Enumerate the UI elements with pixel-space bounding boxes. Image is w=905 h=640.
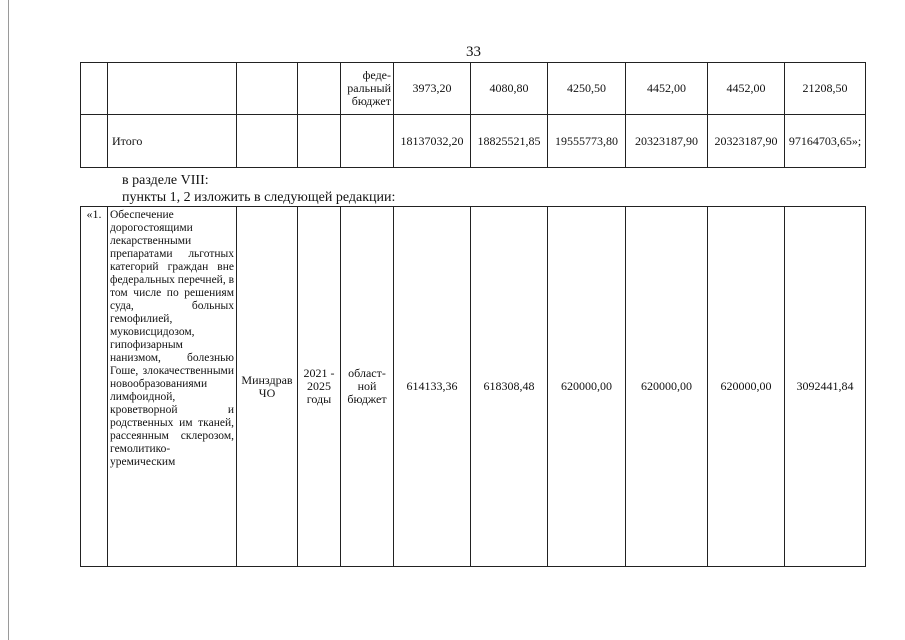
cell-description bbox=[108, 63, 237, 115]
table-row bbox=[81, 115, 866, 168]
budget-table-main bbox=[80, 206, 866, 567]
cell-period bbox=[298, 115, 341, 168]
cell-value: 3973,20 bbox=[394, 63, 471, 115]
scan-edge-line bbox=[8, 0, 9, 640]
cell-value: 4452,00 bbox=[626, 63, 708, 115]
cell-source bbox=[341, 115, 394, 168]
cell-description: Обеспечение дорогостоящими лекарственными препаратами льготных категорий граждан вне федеральных перечней, в том числе по решениям суда, больных гемофилией, муковисцидозом, гипофизарным нанизмом, болезнью Гоше, злокачественными новообразованиями лимфоидной, кроветворной и родственных им тканей, рассеянным склерозом, гемолитико-уремическим bbox=[108, 207, 237, 567]
cell-period: 2021 - 2025 годы bbox=[298, 207, 341, 567]
cell-total-label: Итого bbox=[108, 115, 237, 168]
cell-value: 620000,00 bbox=[548, 207, 626, 567]
cell-number: «1. bbox=[81, 207, 108, 567]
cell-executor: Минздрав ЧО bbox=[237, 207, 298, 567]
cell-source: област-ной бюджет bbox=[341, 207, 394, 567]
budget-table-continued bbox=[80, 62, 866, 168]
cell-value: 20323187,90 bbox=[708, 115, 785, 168]
page-number: 33 bbox=[466, 44, 481, 60]
intro-line-items: пункты 1, 2 изложить в следующей редакции: bbox=[122, 190, 396, 205]
table-row bbox=[81, 63, 866, 115]
cell-source: феде- ральный бюджет bbox=[341, 63, 394, 115]
cell-executor bbox=[237, 115, 298, 168]
cell-value: 620000,00 bbox=[708, 207, 785, 567]
cell-value: 19555773,80 bbox=[548, 115, 626, 168]
cell-value: 21208,50 bbox=[785, 63, 866, 115]
cell-value: 20323187,90 bbox=[626, 115, 708, 168]
cell-value: 4080,80 bbox=[471, 63, 548, 115]
cell-value: 18137032,20 bbox=[394, 115, 471, 168]
cell-value: 4452,00 bbox=[708, 63, 785, 115]
cell-value: 618308,48 bbox=[471, 207, 548, 567]
intro-line-section: в разделе VIII: bbox=[122, 173, 209, 188]
cell-value: 97164703,65»; bbox=[785, 115, 866, 168]
cell-value: 18825521,85 bbox=[471, 115, 548, 168]
cell-number bbox=[81, 63, 108, 115]
cell-value: 614133,36 bbox=[394, 207, 471, 567]
cell-value: 3092441,84 bbox=[785, 207, 866, 567]
cell-executor bbox=[237, 63, 298, 115]
cell-value: 4250,50 bbox=[548, 63, 626, 115]
cell-period bbox=[298, 63, 341, 115]
table-row bbox=[81, 207, 866, 567]
cell-number bbox=[81, 115, 108, 168]
cell-value: 620000,00 bbox=[626, 207, 708, 567]
